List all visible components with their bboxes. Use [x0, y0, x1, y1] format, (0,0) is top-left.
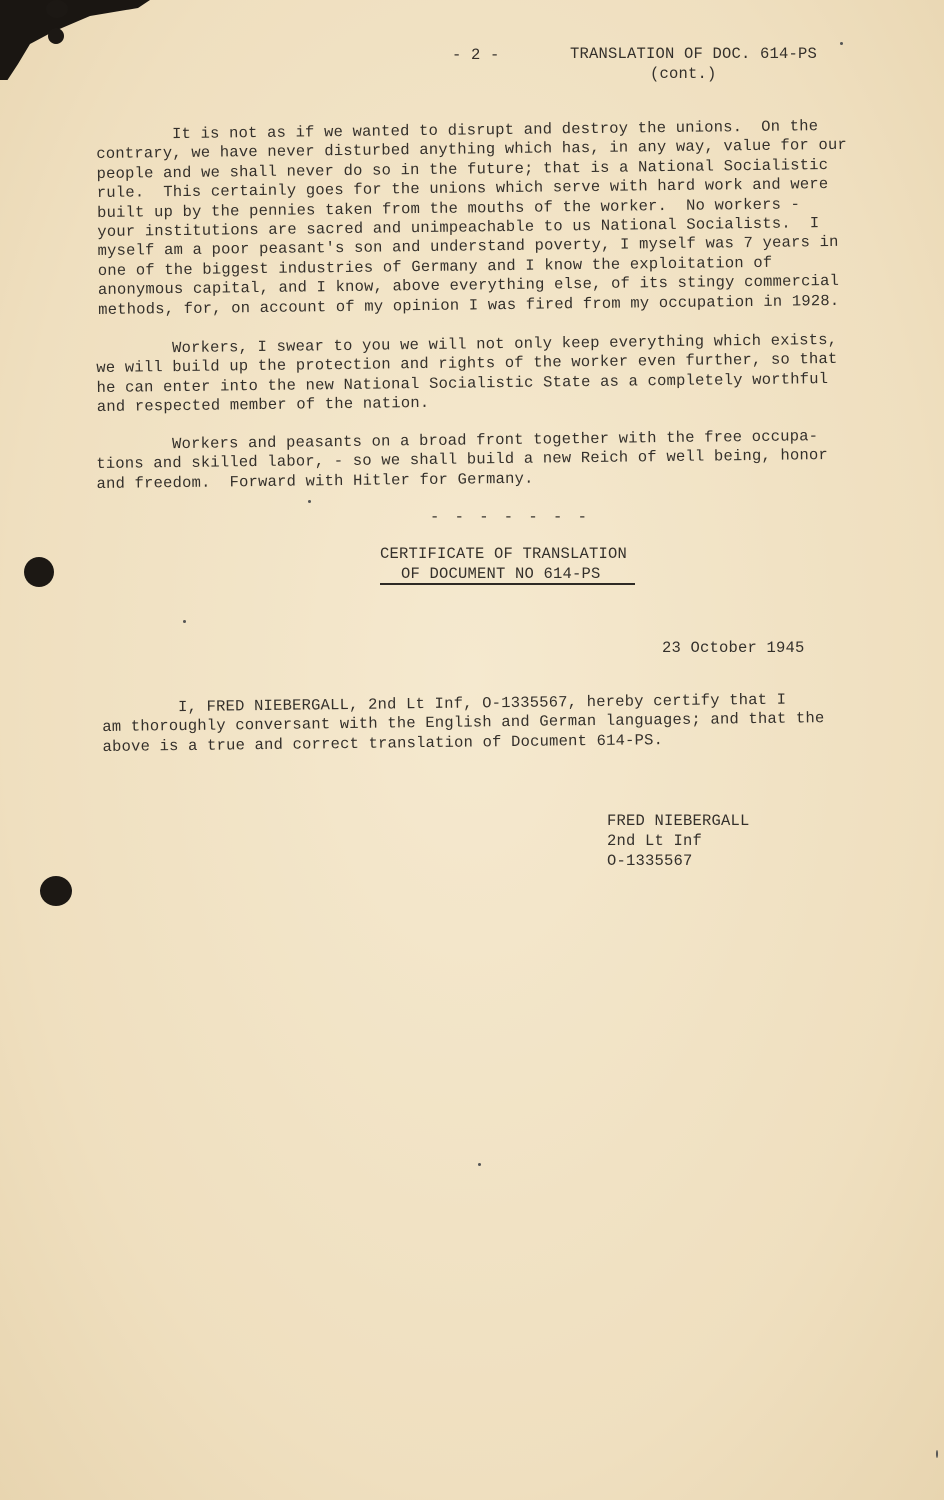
body-paragraph-1: It is not as if we wanted to disrupt and destroy the unions. On the contrary, we have never disturbed anything which has, in any way, value for our people and we shall never do so in the future; that is a National Socialistic rule. This certainly goes for the unions which serve with hard work and were built up by the pennies taken from the mouths of the worker. No workers - your institutions are sacred and unimpeachable to us National Socialists. I myself am a poor peasant's son and understand poverty, I myself was 7 years in one of the biggest industries of Germany and I know the exploitation of anonymous capital, and I know, above everything else, of its stingy commercial methods, for, on account of my opinion I was fired from my occupation in 1928. — [96, 117, 848, 319]
body-paragraph-2: Workers, I swear to you we will not only keep everything which exists, we will build up the protection and rights of the worker even further, so that he can enter into the new National Socialistic State as a completely worthful and respected member of the nation. — [96, 330, 838, 417]
certificate-date: 23 October 1945 — [662, 639, 805, 657]
document-header-title — [570, 44, 817, 84]
punch-hole-top-2 — [48, 28, 64, 44]
signature-block — [607, 811, 750, 871]
paper-speck — [308, 500, 311, 503]
certificate-statement: I, FRED NIEBERGALL, 2nd Lt Inf, O-1335567, hereby certify that I am thoroughly conversant with the English and German languages; and that the above is a true and correct translation of Document 614-PS. — [102, 690, 825, 756]
certificate-title-underline — [380, 583, 635, 585]
punch-hole-top — [46, 0, 68, 18]
signature-rank: 2nd Lt Inf — [607, 832, 703, 850]
paper-speck — [840, 42, 843, 45]
signature-name: FRED NIEBERGALL — [607, 812, 750, 830]
page-number: - 2 - — [452, 46, 500, 64]
punch-hole-lower — [40, 876, 72, 906]
punch-hole-middle — [24, 557, 54, 587]
header-continuation: (cont.) — [650, 65, 717, 83]
torn-corner — [0, 0, 150, 80]
paper-speck — [478, 1163, 481, 1166]
certificate-title-line1: CERTIFICATE OF TRANSLATION — [380, 545, 628, 563]
section-divider: - - - - - - - — [430, 508, 590, 526]
header-title-text: TRANSLATION OF DOC. 614-PS — [570, 45, 818, 63]
paper-speck — [936, 1450, 938, 1458]
body-paragraph-3: Workers and peasants on a broad front together with the free occupa- tions and skilled labor, - so we shall build a new Reich of well being, honor and freedom. Forward with Hitler for Germany. — [96, 427, 829, 493]
certificate-title — [380, 544, 627, 584]
signature-serial: O-1335567 — [607, 852, 693, 870]
paper-speck — [183, 620, 186, 623]
certificate-title-line2: OF DOCUMENT NO 614-PS — [401, 565, 601, 583]
